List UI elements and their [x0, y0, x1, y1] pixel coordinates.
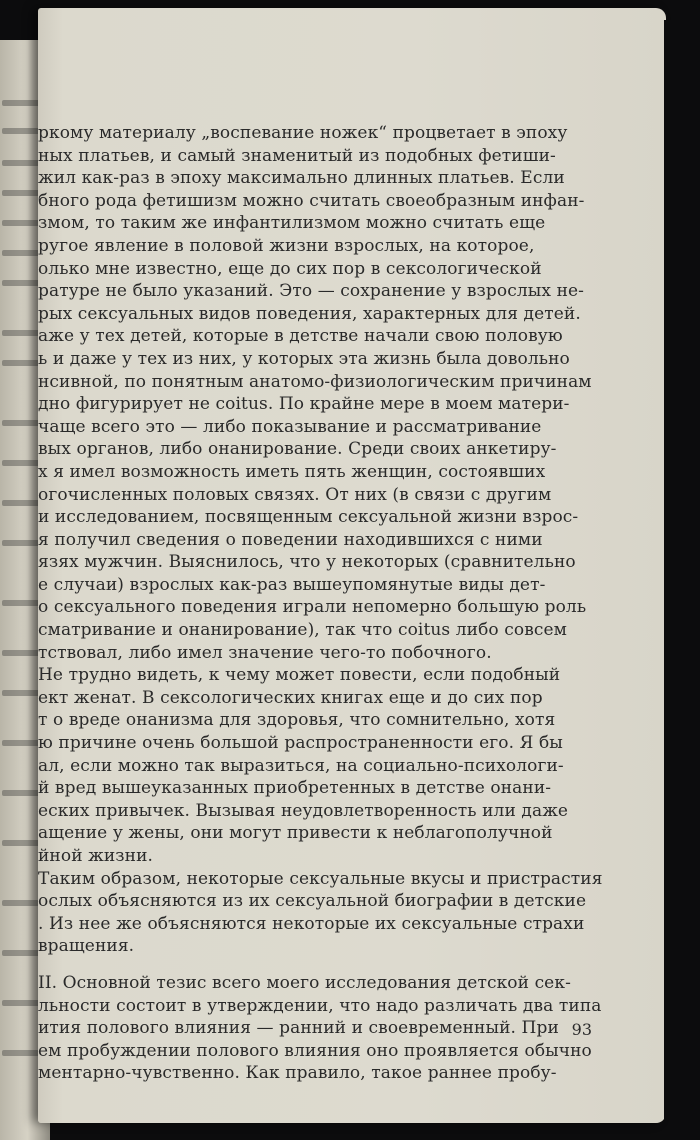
text-line: Не трудно видеть, к чему может повести, если подобный: [38, 665, 561, 686]
page-body-text: [38, 122, 604, 1085]
text-line: ем пробуждении полового влияния оно проявляется обычно: [38, 1040, 592, 1061]
text-line: язях мужчин. Выяснилось, что у некоторых (сравнительно: [38, 552, 576, 573]
text-line: и исследованием, посвященным сексуальной жизни взрос-: [38, 507, 579, 528]
text-line: ю причине очень большой распространенности его. Я бы: [38, 733, 563, 754]
paragraph-gap: [38, 958, 604, 972]
text-line: тствовал, либо имел значение чего-то побочного.: [38, 642, 492, 663]
text-line: жил как-раз в эпоху максимально длинных платьев. Если: [38, 168, 565, 189]
text-line: аже у тех детей, которые в детстве начали свою половую: [38, 326, 563, 347]
text-line: рых сексуальных видов поведения, характерных для детей.: [38, 303, 581, 324]
text-line: вращения.: [38, 936, 135, 957]
text-line: йной жизни.: [38, 846, 154, 866]
text-line: я получил сведения о поведении находившихся с ними: [38, 529, 543, 550]
text-line: II. Основной тезис всего моего исследования детской сек-: [38, 972, 571, 993]
text-line: ратуре не было указаний. Это — сохранение у взрослых не-: [38, 281, 585, 302]
text-line: й вред вышеуказанных приобретенных в детстве онани-: [38, 778, 552, 799]
text-line: ных платьев, и самый знаменитый из подобных фетиши-: [38, 145, 556, 166]
right-dark-edge: [664, 20, 700, 1120]
text-line: ркому материалу „воспевание ножек“ процветает в эпоху: [38, 123, 568, 143]
text-line: . Из нее же объясняются некоторые их сексуальные страхи: [38, 913, 585, 934]
text-line: змом, то таким же инфантилизмом можно считать еще: [38, 213, 546, 234]
text-line: еских привычек. Вызывая неудовлетворенность или даже: [38, 800, 569, 821]
page-number: 93: [571, 1020, 592, 1039]
text-line: ослых объясняются из их сексуальной биографии в детские: [38, 891, 587, 912]
text-line: бного рода фетишизм можно считать своеобразным инфан-: [38, 190, 585, 211]
text-line: ь и даже у тех из них, у которых эта жизнь была довольно: [38, 348, 570, 369]
book-page: [38, 8, 666, 1123]
text-line: ментарно-чувственно. Как правило, такое раннее пробу-: [38, 1063, 557, 1084]
text-line: ругое явление в половой жизни взрослых, на которое,: [38, 235, 535, 256]
text-line: льности состоит в утверждении, что надо различать два типа: [38, 995, 602, 1016]
text-line: дно фигурирует не coitus. По крайне мере в моем матери-: [38, 394, 570, 415]
text-line: ития полового влияния — ранний и своевременный. При: [38, 1018, 559, 1039]
text-line: сматривание и онанирование), так что coitus либо совсем: [38, 620, 567, 641]
text-line: х я имел возможность иметь пять женщин, состоявших: [38, 461, 546, 482]
text-line: Таким образом, некоторые сексуальные вкусы и пристрастия: [38, 868, 603, 889]
text-line: о сексуального поведения играли непомерно большую роль: [38, 597, 587, 618]
text-line: т о вреде онанизма для здоровья, что сомнительно, хотя: [38, 710, 556, 731]
text-line: вых органов, либо онанирование. Среди своих анкетиру-: [38, 439, 557, 460]
text-line: нсивной, по понятным анатомо-физиологическим причинам: [38, 371, 592, 392]
text-line: ащение у жены, они могут привести к неблагополучной: [38, 823, 553, 844]
text-line: олько мне известно, еще до сих пор в сексологической: [38, 258, 542, 279]
text-line: чаще всего это — либо показывание и рассматривание: [38, 416, 542, 437]
text-line: ал, если можно так выразиться, на социально-психологи-: [38, 755, 564, 776]
text-line: е случаи) взрослых как-раз вышеупомянутые виды дет-: [38, 574, 546, 595]
text-line: огочисленных половых связях. От них (в связи с другим: [38, 484, 552, 505]
text-line: ект женат. В сексологических книгах еще и до сих пор: [38, 687, 543, 708]
